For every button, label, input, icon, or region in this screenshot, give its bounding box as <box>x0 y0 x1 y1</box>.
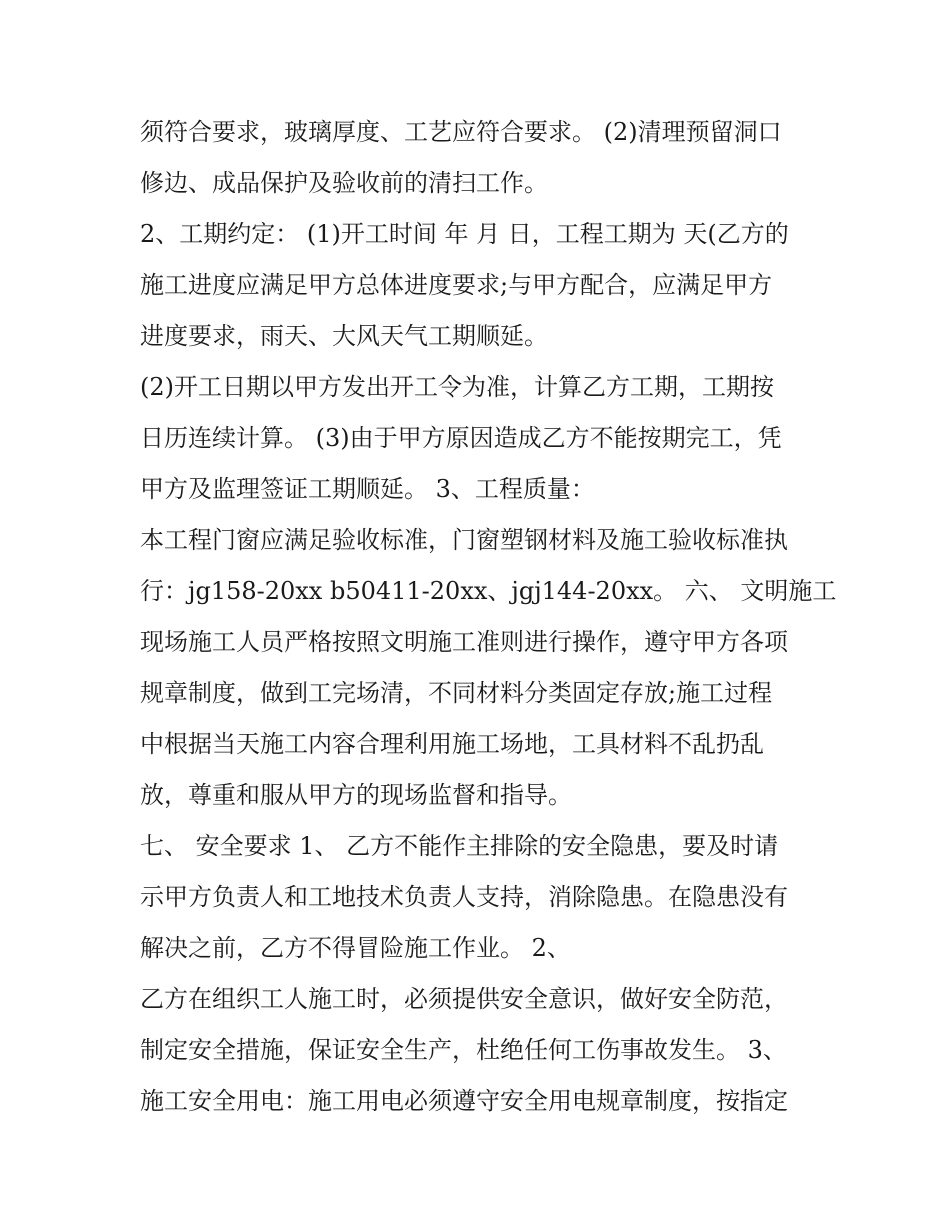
text-line-3: 2、工期约定： (1)开工时间 年 月 日，工程工期为 天(乙方的 <box>140 220 789 248</box>
text-line-19: 制定安全措施，保证安全生产，杜绝任何工伤事故发生。 3、 <box>140 1036 787 1064</box>
text-line-12: 规章制度，做到工完场清，不同材料分类固定存放;施工过程 <box>140 679 773 707</box>
document-body <box>140 107 837 1127</box>
text-line-17: 解决之前，乙方不得冒险施工作业。 2、 <box>140 934 571 962</box>
text-line-6: (2)开工日期以甲方发出开工令为准，计算乙方工期，工期按 <box>140 373 774 401</box>
text-line-14: 放，尊重和服从甲方的现场监督和指导。 <box>140 781 572 809</box>
text-line-11: 现场施工人员严格按照文明施工准则进行操作，遵守甲方各项 <box>140 628 788 656</box>
text-line-1: 须符合要求，玻璃厚度、工艺应符合要求。 (2)清理预留洞口 <box>140 118 782 146</box>
text-line-18: 乙方在组织工人施工时，必须提供安全意识，做好安全防范， <box>140 985 788 1013</box>
text-line-2: 修边、成品保护及验收前的清扫工作。 <box>140 169 548 197</box>
text-line-16: 示甲方负责人和工地技术负责人支持，消除隐患。在隐患没有 <box>140 883 788 911</box>
text-line-10: 行：jg158-20xx b50411-20xx、jgj144-20xx。 六、 文明施工 <box>140 577 837 605</box>
text-line-15: 七、 安全要求 1、 乙方不能作主排除的安全隐患，要及时请 <box>140 832 779 860</box>
text-line-9: 本工程门窗应满足验收标准，门窗塑钢材料及施工验收标准执 <box>140 526 788 554</box>
text-line-8: 甲方及监理签证工期顺延。 3、工程质量： <box>140 475 595 503</box>
text-line-13: 中根据当天施工内容合理利用施工场地，工具材料不乱扔乱 <box>140 730 764 758</box>
text-line-5: 进度要求，雨天、大风天气工期顺延。 <box>140 322 548 350</box>
text-line-4: 施工进度应满足甲方总体进度要求;与甲方配合，应满足甲方 <box>140 271 773 299</box>
text-line-7: 日历连续计算。 (3)由于甲方原因造成乙方不能按期完工，凭 <box>140 424 782 452</box>
text-line-20: 施工安全用电：施工用电必须遵守安全用电规章制度，按指定 <box>140 1087 788 1115</box>
